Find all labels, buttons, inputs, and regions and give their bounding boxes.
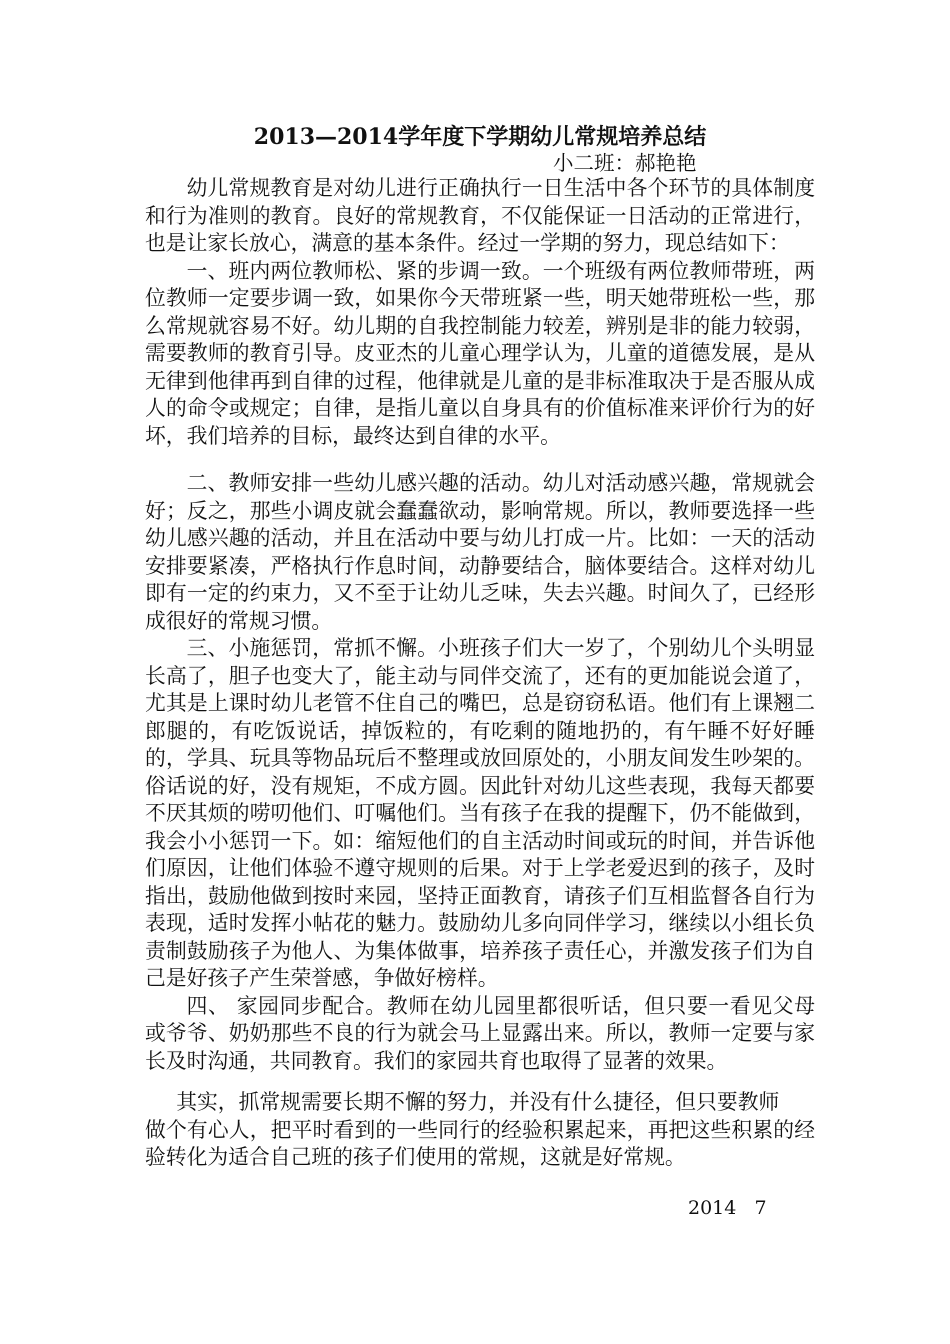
document-title: 2013—2014学年度下学期幼儿常规培养总结 [253,124,707,150]
document-body [145,175,815,1172]
author-line: 小二班：郝艳艳 [553,151,697,175]
section-3-paragraph: 三、小施惩罚，常抓不懈。小班孩子们大一岁了，个别幼儿个头明显长高了，胆子也变大了，能主动与同伴交流了，还有的更加能说会道了，尤其是上课时幼儿老管不住自己的嘴巴，总是窃窃私语。他们有上课翘二郎腿的，有吃饭说话，掉饭粒的，有吃剩的随地扔的，有午睡不好好睡的，学具、玩具等物品玩后不整理或放回原处的，小朋友间发生吵架的。俗话说的好，没有规矩，不成方圆。因此针对幼儿这些表现，我每天都要不厌其烦的唠叨他们、叮嘱他们。当有孩子在我的提醒下，仍不能做到，我会小小惩罚一下。如：缩短他们的自主活动时间或玩的时间，并告诉他们原因，让他们体验不遵守规则的后果。对于上学老爱迟到的孩子，及时指出，鼓励他做到按时来园，坚持正面教育，请孩子们互相监督各自行为表现，适时发挥小帖花的魅力。鼓励幼儿多向同伴学习，继续以小组长负责制鼓励孩子为他人、为集体做事，培养孩子责任心，并激发孩子们为自己是好孩子产生荣誉感，争做好榜样。 [145,636,815,990]
section-2-paragraph: 二、教师安排一些幼儿感兴趣的活动。幼儿对活动感兴趣，常规就会好；反之，那些小调皮就会蠢蠢欲动，影响常规。所以，教师要选择一些幼儿感兴趣的活动，并且在活动中要与幼儿打成一片。比如：一天的活动安排要紧凑，严格执行作息时间，动静要结合，脑体要结合。这样对幼儿即有一定的约束力，又不至于让幼儿乏味，失去兴趣。时间久了，已经形成很好的常规习惯。 [145,471,815,633]
intro-paragraph: 幼儿常规教育是对幼儿进行正确执行一日生活中各个环节的具体制度和行为准则的教育。良好的常规教育，不仅能保证一日活动的正常进行，也是让家长放心，满意的基本条件。经过一学期的努力，现总结如下： [145,176,815,255]
closing-paragraph-rest: 做个有心人，把平时看到的一些同行的经验积累起来，再把这些积累的经验转化为适合自己班的孩子们使用的常规，这就是好常规。 [145,1117,815,1169]
section-1-paragraph: 一、班内两位教师松、紧的步调一致。一个班级有两位教师带班，两位教师一定要步调一致，如果你今天带班紧一些，明天她带班松一些，那么常规就容易不好。幼儿期的自我控制能力较差，辨别是非的能力较弱，需要教师的教育引导。皮亚杰的儿童心理学认为，儿童的道德发展，是从无律到他律再到自律的过程，他律就是儿童的是非标准取决于是否服从成人的命令或规定；自律，是指儿童以自身具有的价值标准来评价行为的好坏，我们培养的目标，最终达到自律的水平。 [145,258,815,448]
paragraph-spacer [145,1075,815,1089]
closing-paragraph-first-line: 其实，抓常规需要长期不懈的努力，并没有什么捷径，但只要教师 [176,1090,780,1114]
paragraph-spacer [145,450,815,470]
document-date: 2014 7 [688,1197,767,1219]
section-4-paragraph: 四、 家园同步配合。教师在幼儿园里都很听话，但只要一看见父母或爷爷、奶奶那些不良的行为就会马上显露出来。所以，教师一定要与家长及时沟通，共同教育。我们的家园共育也取得了显著的效果。 [145,993,815,1073]
